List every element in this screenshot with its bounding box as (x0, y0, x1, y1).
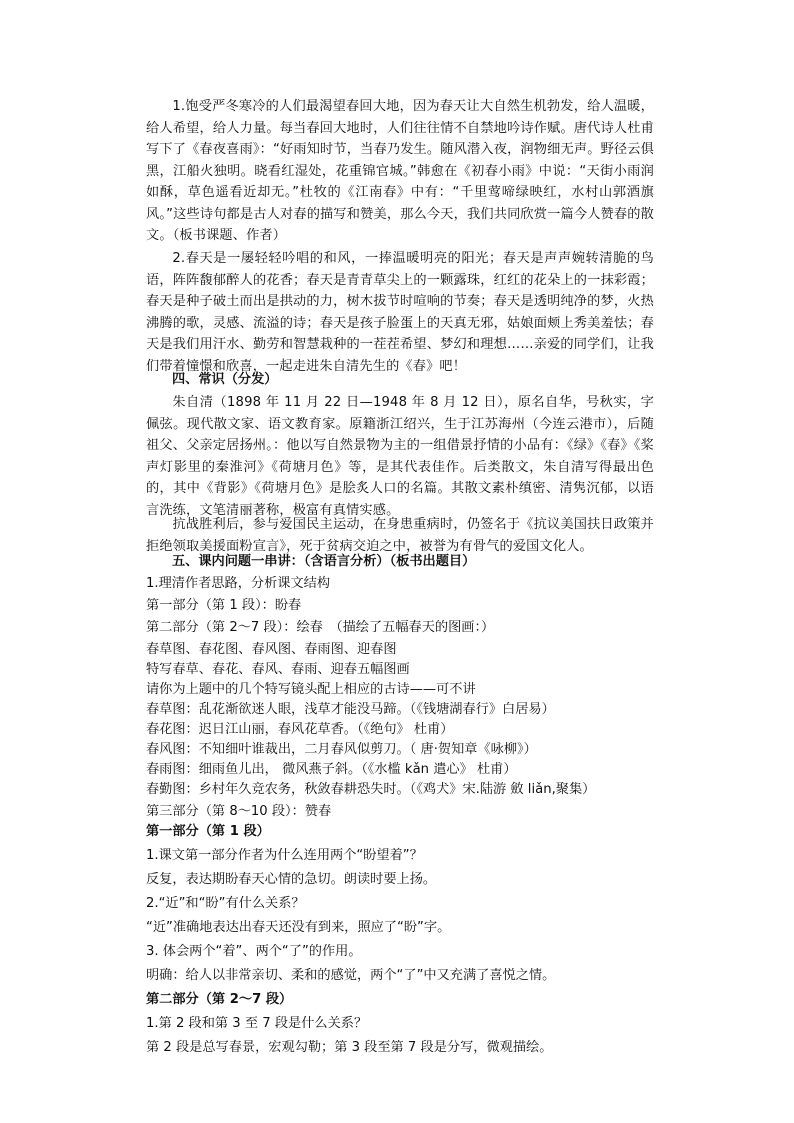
part-heading-1: 第一部分（第 1 段） (146, 824, 270, 839)
text-line: 1.理清作者思路，分析课文结构 (146, 576, 331, 591)
question-line: 3. 体会两个“着”、两个“了”的作用。 (146, 944, 362, 959)
text-line: 春雨图：细雨鱼儿出， 微风燕子斜。（《水槛 kǎn 遣心》 杜甫） (146, 762, 517, 777)
text-line: 春草图：乱花渐欲迷人眼，浅草才能没马蹄。（《钱塘湖春行》白居易） (146, 702, 555, 717)
text-line: 春草图、春花图、春风图、春雨图、迎春图 (146, 642, 397, 657)
text-line: 第一部分（第 1 段）：盼春 (146, 598, 302, 613)
section-heading-5: 五、课内问题一串讲：（含语言分析）（板书出题目） (172, 554, 476, 569)
text-line: 春花图：迟日江山丽，春风花草香。（《绝句》 杜甫） (146, 722, 454, 737)
answer-line: “近”准确地表达出春天还没有到来，照应了“盼”字。 (146, 920, 451, 935)
answer-line: 反复，表达期盼春天心情的急切。朗读时要上扬。 (146, 872, 437, 887)
question-line: 2.“近”和“盼”有什么关系？ (146, 896, 305, 911)
part-heading-2: 第二部分（第 2～7 段） (146, 992, 293, 1007)
question-line: 1.第 2 段和第 3 至 7 段是什么关系？ (146, 1016, 368, 1031)
answer-line: 第 2 段是总写春景，宏观勾勒；第 3 段至第 7 段是分写，微观描绘。 (146, 1040, 553, 1055)
section-heading-4: 四、常识（分发） (172, 372, 278, 387)
text-line: 第三部分（第 8～10 段）：赞春 (146, 804, 332, 819)
text-line: 春风图：不知细叶谁裁出，二月春风似剪刀。（ 唐·贺知章《咏柳》） (146, 742, 537, 757)
question-line: 1.课文第一部分作者为什么连用两个“盼望着”？ (146, 848, 423, 863)
text-line: 特写春草、春花、春风、春雨、迎春五幅图画 (146, 662, 410, 677)
author-bio-paragraph-2: 抗战胜利后，参与爱国民主运动，在身患重病时，仍签名于《抗议美国扶日政策并拒绝领取美援面粉宣言》，死于贫病交迫之中，被誉为有骨气的爱国文化人。 (146, 517, 654, 554)
text-line: 请你为上题中的几个特写镜头配上相应的古诗——可不讲 (146, 682, 476, 697)
intro-paragraph-1: 1.饱受严冬寒冷的人们最渴望春回大地，因为春天让大自然生机勃发，给人温暖，给人希望，给人力量。每当春回大地时，人们往往情不自禁地吟诗作赋。唐代诗人杜甫写下了《春夜喜雨》：“好雨知时节，当春乃发生。随风潜入夜，润物细无声。野径云俱黑，江船火独明。晓看红湿处，花重锦官城。”韩愈在《初春小雨》中说：“天街小雨润如酥，草色遥看近却无。”杜牧的《江南春》中有：“千里莺啼绿映红，水村山郭酒旗风。”这些诗句都是古人对春的描写和赞美，那么今天，我们共同欣赏一篇今人赞春的散文。（板书课题、作者） (146, 99, 654, 243)
answer-line: 明确：给人以非常亲切、柔和的感觉，两个“了”中又充满了喜悦之情。 (146, 968, 556, 983)
text-line: 春勤图：乡村年久竞农务，秋敛春耕恐失时。（《鸡犬》宋.陆游 斂 liǎn,聚集） (146, 782, 596, 797)
text-line: 第二部分（第 2～7 段）：绘春 （描绘了五幅春天的图画：） (146, 620, 495, 635)
author-bio-paragraph: 朱自清（1898 年 11 月 22 日—1948 年 8 月 12 日），原名自华，号秋实，字佩弦。现代散文家、语文教育家。原籍浙江绍兴，生于江苏海州（今连云港市），后随祖父、父亲定居扬州。：他以写自然景物为主的一组借景抒情的小品有：《绿》《春》《桨声灯影里的秦淮河》《荷塘月色》等，是其代表佳作。后类散文，朱自清写得最出色的，其中《背影》《荷塘月色》是脍炙人口的名篇。其散文素朴缜密、清隽沉郁，以语言洗练，文笔清丽著称，极富有真情实感。 (146, 395, 654, 518)
intro-paragraph-2: 2.春天是一屡轻轻吟唱的和风，一捧温暖明亮的阳光；春天是声声婉转清脆的鸟语，阵阵馥郁醉人的花香；春天是青青草尖上的一颗露珠，红红的花朵上的一抹彩霞；春天是种子破土而出是拱动的力，树木拔节时喧响的节奏；春天是透明纯净的梦，火热沸腾的歌，灵感、流溢的诗；春天是孩子脸蛋上的天真无邪，姑娘面颊上秀美羞怯；春天是我们用汗水、勤劳和智慧栽种的一茬茬希望、梦幻和理想……亲爱的同学们，让我们带着憧憬和欣喜，一起走进朱自清先生的《春》吧！ (146, 251, 654, 374)
